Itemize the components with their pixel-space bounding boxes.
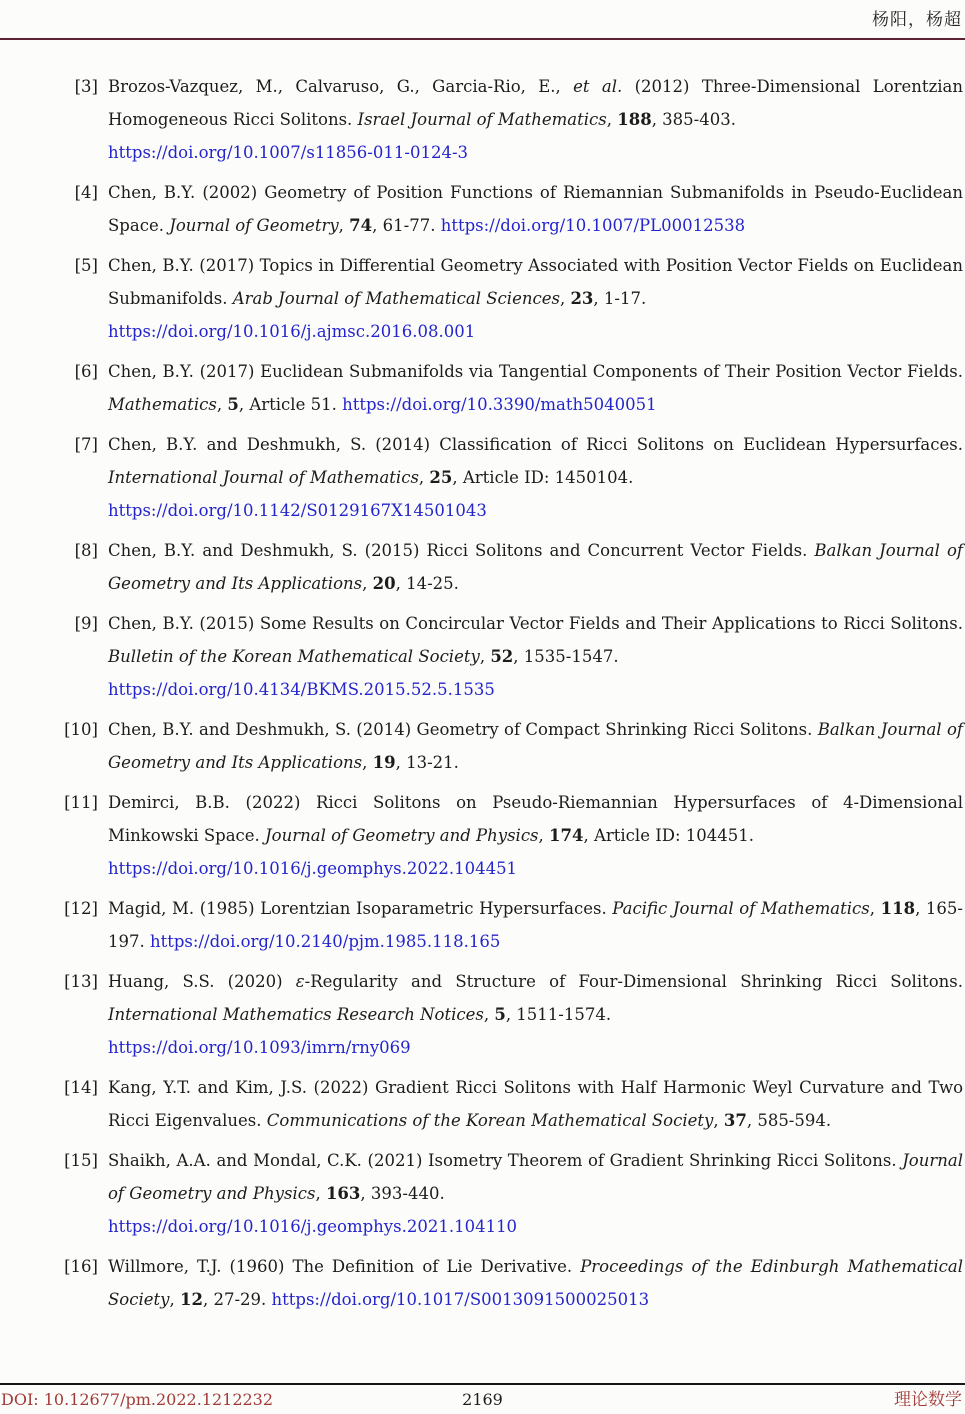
volume-number: 5 bbox=[494, 1005, 506, 1024]
journal-name: Journal of Geometry bbox=[169, 216, 339, 235]
reference-citation-text: , 393-440. bbox=[360, 1184, 445, 1203]
reference-citation-text: , bbox=[483, 1005, 495, 1024]
journal-name: International Mathematics Research Notices bbox=[108, 1005, 484, 1024]
reference-text bbox=[108, 355, 963, 421]
footer-doi-link[interactable]: DOI: 10.12677/pm.2022.1212232 bbox=[1, 1390, 274, 1409]
doi-link[interactable]: https://doi.org/10.1016/j.geomphys.2022.104451 bbox=[108, 859, 518, 878]
reference-citation-text: Demirci, B.B. (2022) Ricci Solitons on Pseudo-Riemannian Hypersurfaces of 4-Dimensional Minkowski Space. bbox=[108, 793, 963, 845]
journal-name: Balkan Journal of Geometry and Its Applications bbox=[108, 720, 963, 772]
reference-citation-text: Chen, B.Y. (2017) Topics in Differential Geometry Associated with Position Vector Fields on Euclidean Submanifolds. bbox=[108, 256, 963, 308]
reference-item bbox=[64, 713, 963, 779]
reference-citation-text: , bbox=[169, 1290, 180, 1309]
volume-number: 19 bbox=[372, 753, 396, 772]
volume-number: 163 bbox=[325, 1184, 361, 1203]
reference-item bbox=[64, 786, 963, 885]
reference-number: [11] bbox=[64, 793, 98, 812]
journal-name: Journal of Geometry and Physics bbox=[108, 1151, 963, 1203]
footer-page-number: 2169 bbox=[462, 1390, 503, 1409]
reference-citation-text: , Article ID: 104451. bbox=[583, 826, 754, 845]
reference-item bbox=[64, 534, 963, 600]
doi-link[interactable]: https://doi.org/10.1007/s11856-011-0124-3 bbox=[108, 143, 469, 162]
reference-citation-text: Huang, S.S. (2020) bbox=[108, 972, 296, 991]
header-rule bbox=[0, 38, 965, 40]
reference-citation-text: , Article 51. bbox=[238, 395, 343, 414]
reference-citation-text: Willmore, T.J. (1960) The Definition of Lie Derivative. bbox=[108, 1257, 581, 1276]
reference-number: [6] bbox=[74, 362, 98, 381]
reference-citation-text: Chen, B.Y. (2002) Geometry of Position Functions of Riemannian Submanifolds in Pseudo-Euclidean Space. bbox=[108, 183, 963, 235]
reference-item bbox=[64, 70, 963, 169]
footer-journal-name: 理论数学 bbox=[894, 1390, 962, 1410]
reference-number: [10] bbox=[64, 720, 98, 739]
reference-item bbox=[64, 355, 963, 421]
reference-citation-text: , 13-21. bbox=[395, 753, 459, 772]
doi-link[interactable]: https://doi.org/10.1016/j.ajmsc.2016.08.001 bbox=[108, 322, 476, 341]
reference-citation-text: , 385-403. bbox=[651, 110, 736, 129]
reference-text bbox=[108, 1250, 963, 1316]
page-footer bbox=[0, 1388, 965, 1414]
reference-text bbox=[108, 70, 963, 169]
reference-citation-text: , bbox=[479, 647, 491, 666]
reference-citation-text: , 1511-1574. bbox=[505, 1005, 612, 1024]
reference-citation-text: , bbox=[538, 826, 550, 845]
reference-item bbox=[64, 428, 963, 527]
journal-name: Pacific Journal of Mathematics bbox=[612, 899, 870, 918]
reference-text bbox=[108, 534, 963, 600]
reference-text bbox=[108, 892, 963, 958]
doi-link[interactable]: https://doi.org/10.4134/BKMS.2015.52.5.1535 bbox=[108, 680, 495, 699]
reference-citation-text: , bbox=[418, 468, 430, 487]
reference-citation-text: Magid, M. (1985) Lorentzian Isoparametric Hypersurfaces. bbox=[108, 899, 613, 918]
reference-citation-text: , bbox=[338, 216, 350, 235]
journal-name: ε bbox=[295, 972, 305, 991]
volume-number: 20 bbox=[372, 574, 396, 593]
reference-citation-text: , bbox=[713, 1111, 724, 1130]
footer-rule bbox=[0, 1383, 965, 1385]
reference-text bbox=[108, 965, 963, 1064]
reference-item bbox=[64, 249, 963, 348]
reference-citation-text: , 1535-1547. bbox=[513, 647, 619, 666]
doi-link[interactable]: https://doi.org/10.1016/j.geomphys.2021.104110 bbox=[108, 1217, 518, 1236]
volume-number: 37 bbox=[723, 1111, 747, 1130]
reference-number: [13] bbox=[64, 972, 98, 991]
journal-name: International Journal of Mathematics bbox=[108, 468, 419, 487]
reference-citation-text: Chen, B.Y. (2015) Some Results on Concircular Vector Fields and Their Applications to Ricci Solitons. bbox=[108, 614, 963, 633]
journal-name: Communications of the Korean Mathematical Society bbox=[266, 1111, 714, 1130]
reference-citation-text: , bbox=[362, 574, 373, 593]
doi-link[interactable]: https://doi.org/10.1093/imrn/rny069 bbox=[108, 1038, 411, 1057]
reference-text bbox=[108, 249, 963, 348]
volume-number: 188 bbox=[617, 110, 652, 129]
reference-item bbox=[64, 892, 963, 958]
reference-citation-text: Chen, B.Y. (2017) Euclidean Submanifolds via Tangential Components of Their Position Vector Fields. bbox=[108, 362, 963, 381]
reference-text bbox=[108, 607, 963, 706]
reference-number: [7] bbox=[74, 435, 98, 454]
reference-text bbox=[108, 786, 963, 885]
journal-name: Mathematics bbox=[108, 395, 217, 414]
reference-number: [5] bbox=[74, 256, 98, 275]
volume-number: 25 bbox=[429, 468, 453, 487]
reference-citation-text: (2012) Three-Dimensional Lorentzian Homogeneous Ricci Solitons. bbox=[108, 77, 963, 129]
reference-text bbox=[108, 176, 963, 242]
reference-citation-text: , 14-25. bbox=[395, 574, 459, 593]
reference-citation-text: Chen, B.Y. and Deshmukh, S. (2015) Ricci Solitons and Concurrent Vector Fields. bbox=[108, 541, 815, 560]
reference-text bbox=[108, 713, 963, 779]
doi-link[interactable]: https://doi.org/10.2140/pjm.1985.118.165 bbox=[149, 932, 501, 951]
journal-name: Israel Journal of Mathematics bbox=[357, 110, 607, 129]
reference-number: [14] bbox=[64, 1078, 98, 1097]
reference-citation-text: Chen, B.Y. and Deshmukh, S. (2014) Classification of Ricci Solitons on Euclidean Hypersurfaces. bbox=[108, 435, 963, 454]
volume-number: 52 bbox=[490, 647, 514, 666]
reference-citation-text: , 585-594. bbox=[746, 1111, 832, 1130]
journal-name: Bulletin of the Korean Mathematical Society bbox=[108, 647, 480, 666]
reference-citation-text: , 1-17. bbox=[593, 289, 647, 308]
volume-number: 74 bbox=[349, 216, 373, 235]
reference-citation-text: , bbox=[869, 899, 881, 918]
reference-text bbox=[108, 1071, 963, 1137]
reference-text bbox=[108, 428, 963, 527]
reference-text bbox=[108, 1144, 963, 1243]
journal-name: Balkan Journal of Geometry and Its Applications bbox=[108, 541, 963, 593]
reference-item bbox=[64, 965, 963, 1064]
reference-citation-text: , 165-197. bbox=[108, 899, 963, 951]
volume-number: 174 bbox=[549, 826, 584, 845]
reference-citation-text: , bbox=[315, 1184, 326, 1203]
reference-citation-text: Kang, Y.T. and Kim, J.S. (2022) Gradient Ricci Solitons with Half Harmonic Weyl Curvature and Two Ricci Eigenvalues. bbox=[108, 1078, 963, 1130]
journal-name: et al. bbox=[573, 77, 623, 96]
reference-citation-text: , bbox=[362, 753, 373, 772]
reference-citation-text: , 27-29. bbox=[202, 1290, 272, 1309]
journal-name: Journal of Geometry and Physics bbox=[265, 826, 539, 845]
volume-number: 5 bbox=[227, 395, 239, 414]
reference-citation-text: Brozos-Vazquez, M., Calvaruso, G., Garcia-Rio, E., bbox=[108, 77, 574, 96]
journal-name: Proceedings of the Edinburgh Mathematical Society bbox=[108, 1257, 963, 1309]
reference-citation-text: -Regularity and Structure of Four-Dimensional Shrinking Ricci Solitons. bbox=[304, 972, 963, 991]
reference-number: [8] bbox=[74, 541, 98, 560]
reference-citation-text: Chen, B.Y. and Deshmukh, S. (2014) Geometry of Compact Shrinking Ricci Solitons. bbox=[108, 720, 818, 739]
reference-number: [12] bbox=[64, 899, 98, 918]
reference-list bbox=[64, 70, 963, 1323]
running-header-authors: 杨阳，杨超 bbox=[872, 10, 962, 30]
doi-link[interactable]: https://doi.org/10.1017/S0013091500025013 bbox=[271, 1290, 650, 1309]
reference-number: [16] bbox=[64, 1257, 98, 1276]
doi-link[interactable]: https://doi.org/10.1007/PL00012538 bbox=[440, 216, 746, 235]
reference-item bbox=[64, 176, 963, 242]
reference-citation-text: , Article ID: 1450104. bbox=[452, 468, 634, 487]
reference-number: [4] bbox=[74, 183, 98, 202]
reference-number: [15] bbox=[64, 1151, 98, 1170]
reference-item bbox=[64, 1144, 963, 1243]
volume-number: 12 bbox=[179, 1290, 203, 1309]
reference-item bbox=[64, 1250, 963, 1316]
doi-link[interactable]: https://doi.org/10.3390/math5040051 bbox=[342, 395, 657, 414]
reference-citation-text: , 61-77. bbox=[372, 216, 441, 235]
reference-citation-text: , bbox=[559, 289, 571, 308]
reference-item bbox=[64, 607, 963, 706]
doi-link[interactable]: https://doi.org/10.1142/S0129167X14501043 bbox=[108, 501, 487, 520]
reference-citation-text: , bbox=[606, 110, 618, 129]
reference-number: [3] bbox=[74, 77, 98, 96]
reference-citation-text: , bbox=[216, 395, 228, 414]
volume-number: 23 bbox=[570, 289, 594, 308]
reference-citation-text: Shaikh, A.A. and Mondal, C.K. (2021) Isometry Theorem of Gradient Shrinking Ricci Solitons. bbox=[108, 1151, 903, 1170]
reference-number: [9] bbox=[74, 614, 98, 633]
reference-item bbox=[64, 1071, 963, 1137]
volume-number: 118 bbox=[880, 899, 916, 918]
journal-name: Arab Journal of Mathematical Sciences bbox=[232, 289, 560, 308]
